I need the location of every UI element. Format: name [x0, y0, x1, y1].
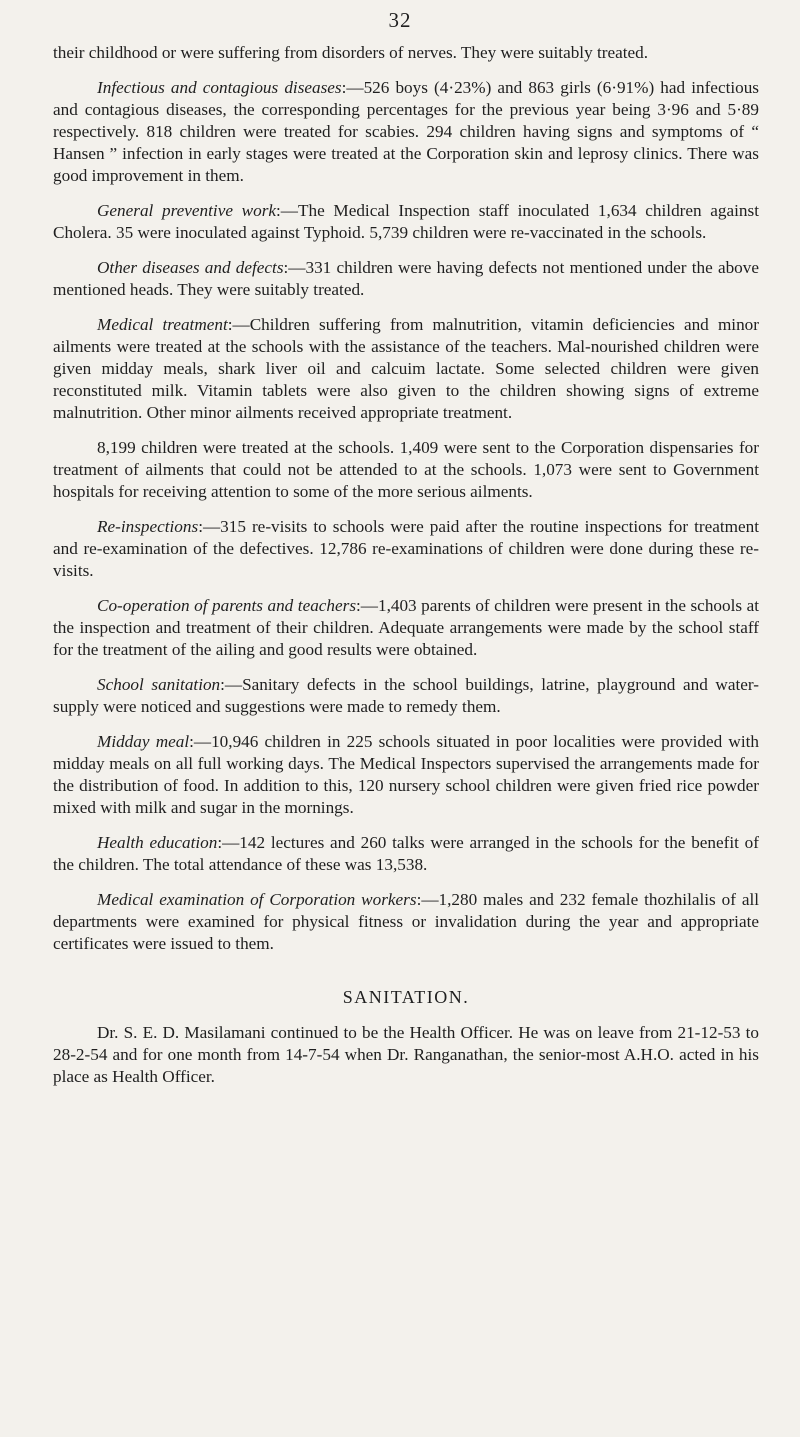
co-operation-paragraph [53, 595, 759, 661]
sanitation-paragraph: Dr. S. E. D. Masilamani continued to be the Health Officer. He was on leave from 21-12-53 to 28-2-54 and for one month from 14-7-54 when Dr. Ranganathan, the senior-most A.H.O. acted in his place as Health Officer. [53, 1023, 759, 1086]
school-sanitation-paragraph [53, 674, 759, 718]
infectious-diseases-paragraph [53, 77, 759, 187]
paragraph-lead: Re-inspections [97, 517, 199, 536]
other-diseases-paragraph [53, 257, 759, 301]
paragraph-text: 8,199 children were treated at the schools. 1,409 were sent to the Corporation dispensaries for treatment of ailments that could not be attended to at the schools. 1,073 were sent to Government hospitals for receiving attention to some of the more serious ailments. [53, 438, 759, 501]
section-heading: SANITATION. [342, 987, 470, 1007]
paragraph-lead: Co-operation of parents and teachers [97, 596, 357, 615]
paragraph-lead: School sanitation [97, 675, 221, 694]
paragraph-text: :—526 boys (4·23%) and 863 girls (6·91%) had infectious and contagious diseases, the corresponding percentages for the previous year being 3·96 and 5·89 respectively. 818 children were treated for scabies. 294 children having signs and symptoms of “ Hansen ” infection in early stages were treated at the Corporation skin and leprosy clinics. There was good improvement in them. [53, 78, 759, 185]
workers-examination-paragraph [53, 889, 759, 955]
midday-meal-paragraph [53, 731, 759, 819]
paragraph-text: :—1,280 males and 232 female thozhilalis of all departments were examined for physical fitness or invalidation during the year and appropriate certificates were issued to them. [53, 890, 759, 953]
paragraph-lead: Infectious and contagious diseases [97, 78, 342, 97]
paragraph-lead: Midday meal [97, 732, 190, 751]
medical-treatment-paragraph [53, 314, 759, 424]
treatment-counts-paragraph [53, 437, 759, 503]
re-inspections-paragraph [53, 516, 759, 582]
paragraph-text: :—1,403 parents of children were present in the schools at the inspection and treatment of their children. Adequate arrangements were made by the school staff for the treatment of the ailing and good results were obtained. [53, 596, 759, 659]
paragraph-text: :—315 re-visits to schools were paid after the routine inspections for treatment and re-examination of the defectives. 12,786 re-examinations of children were done during these re-visits. [53, 517, 759, 580]
paragraph-text: :—Sanitary defects in the school buildings, latrine, playground and water-supply were noticed and suggestions were made to remedy them. [53, 675, 759, 716]
page-content [53, 42, 759, 1101]
paragraph-lead: Other diseases and defects [97, 258, 284, 277]
health-education-paragraph [53, 832, 759, 876]
paragraph-text: :—142 lectures and 260 talks were arranged in the schools for the benefit of the children. The total attendance of these was 13,538. [53, 833, 759, 874]
page-number: 32 [388, 8, 412, 32]
paragraph-text: :—The Medical Inspection staff inoculated 1,634 children against Cholera. 35 were inoculated against Typhoid. 5,739 children were re-vaccinated in the schools. [53, 201, 759, 242]
continuation-paragraph: their childhood or were suffering from disorders of nerves. They were suitably treated. [53, 43, 649, 62]
paragraph-lead: Medical examination of Corporation workers [97, 890, 417, 909]
paragraph-lead: General preventive work [97, 201, 277, 220]
paragraph-lead: Health education [97, 833, 218, 852]
paragraph-text: :—10,946 children in 225 schools situated in poor localities were provided with midday meals on all full working days. The Medical Inspectors supervised the arrangements made for the distribution of food. In addition to this, 120 nursery school children were given fried rice powder mixed with milk and sugar in the mornings. [53, 732, 759, 817]
paragraph-text: :—Children suffering from malnutrition, vitamin deficiencies and minor ailments were treated at the schools with the assistance of the teachers. Mal-nourished children were given midday meals, shark liver oil and calcuim lactate. Some selected children were given reconstituted milk. Vitamin tablets were also given to the children showing signs of extreme malnutrition. Other minor ailments received appropriate treatment. [53, 315, 759, 422]
paragraph-lead: Medical treatment [97, 315, 228, 334]
preventive-work-paragraph [53, 200, 759, 244]
paragraph-text: :—331 children were having defects not mentioned under the above mentioned heads. They were suitably treated. [53, 258, 759, 299]
